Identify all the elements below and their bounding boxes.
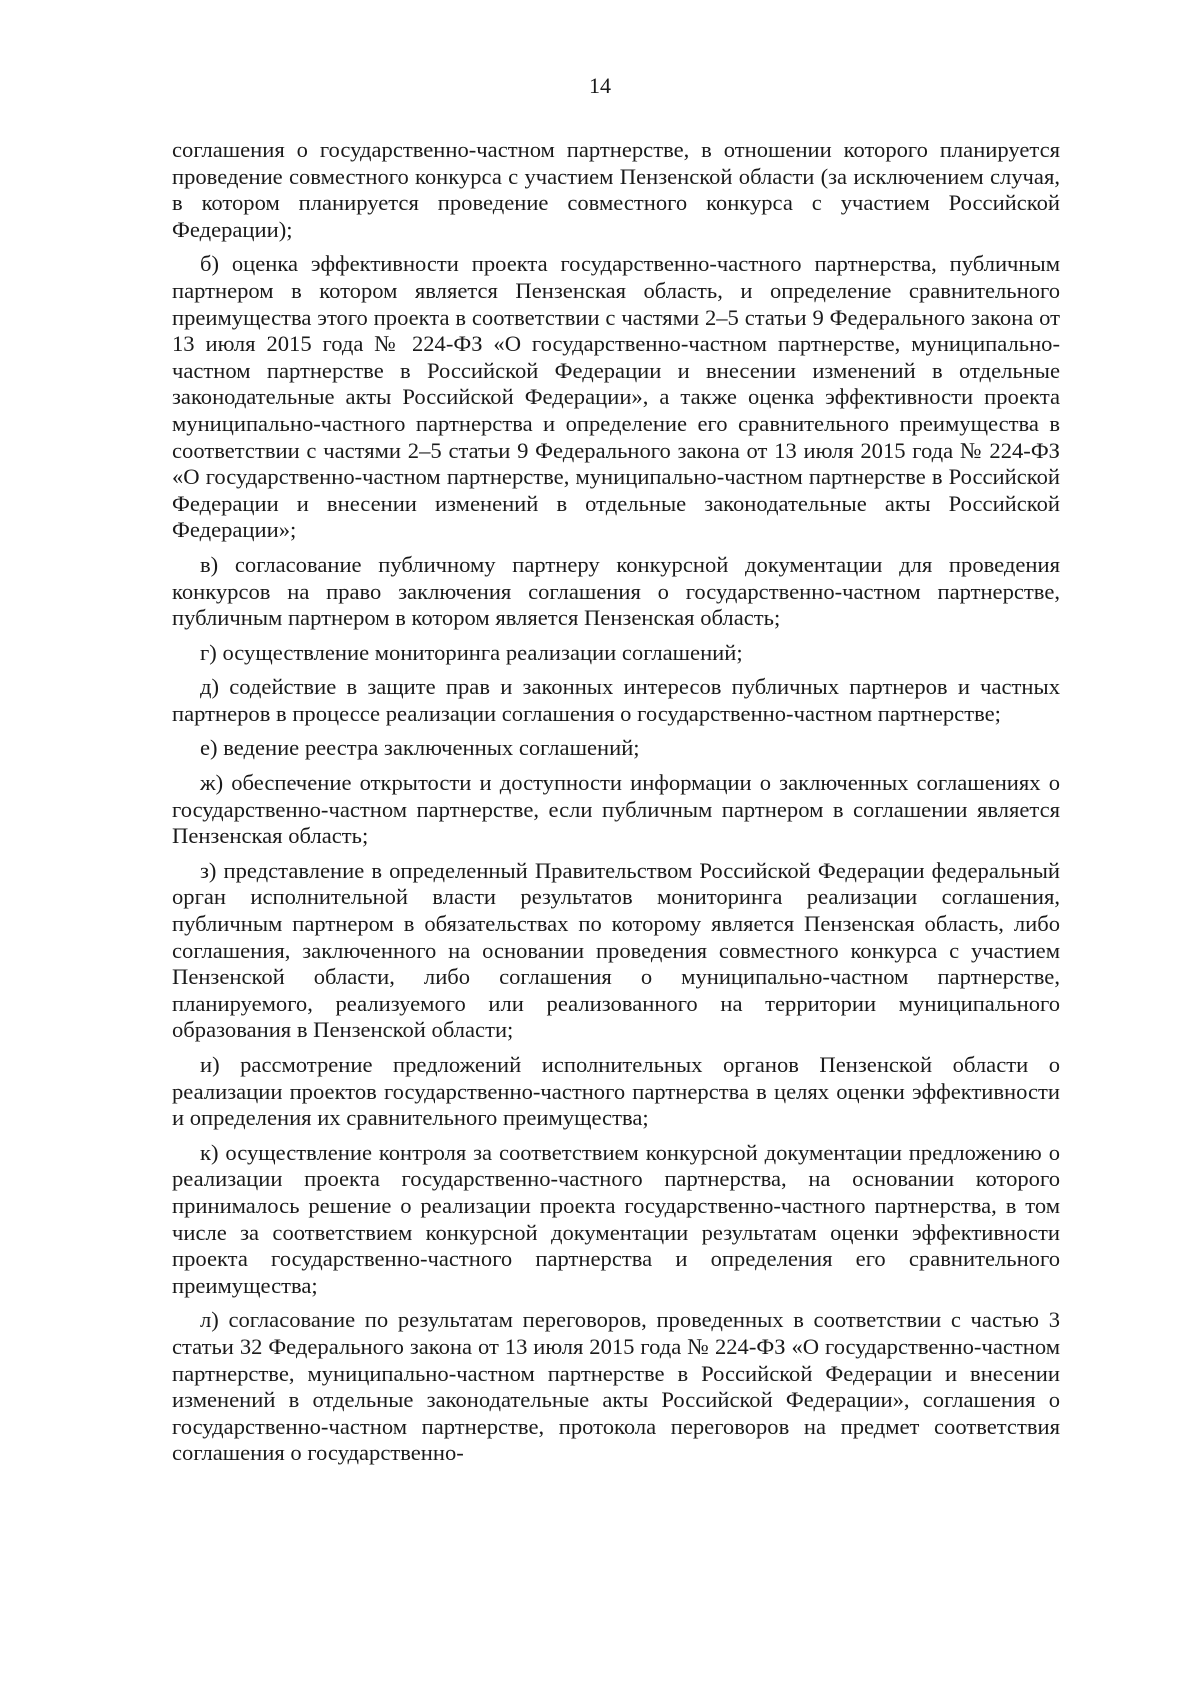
- paragraph-item-l: л) согласование по результатам переговоров, проведенных в соответствии с частью 3 статьи 32 Федерального закона от 13 июля 2015 года № 224-ФЗ «О государственно-частном партнерстве, муниципально-частном партнерстве в Российской Федерации и внесении изменений в отдельные законодательные акты Российской Федерации», соглашения о государственно-частном партнерстве, протокола переговоров на предмет соответствия соглашения о государственно-: [172, 1307, 1060, 1466]
- paragraph-item-e: е) ведение реестра заключенных соглашений;: [200, 735, 640, 761]
- paragraph-item-d: д) содействие в защите прав и законных интересов публичных партнеров и частных партнеров в процессе реализации соглашения о государственно-частном партнерстве;: [172, 674, 1060, 726]
- paragraph-continuation: соглашения о государственно-частном партнерстве, в отношении которого планируется проведение совместного конкурса с участием Пензенской области (за исключением случая, в котором планируется проведение совместного конкурса с участием Российской Федерации);: [172, 137, 1060, 242]
- paragraph-item-v: в) согласование публичному партнеру конкурсной документации для проведения конкурсов на право заключения соглашения о государственно-частном партнерстве, публичным партнером в котором является Пензенская область;: [172, 551, 1060, 631]
- paragraph-item-zh: ж) обеспечение открытости и доступности информации о заключенных соглашениях о государственно-частном партнерстве, если публичным партнером в соглашении является Пензенская область;: [172, 770, 1060, 849]
- paragraph-item-i: и) рассмотрение предложений исполнительных органов Пензенской области о реализации проектов государственно-частного партнерства в целях оценки эффективности и определения их сравнительного преимущества;: [172, 1052, 1060, 1131]
- paragraph-item-b: б) оценка эффективности проекта государственно-частного партнерства, публичным партнером в котором является Пензенская область, и определение сравнительного преимущества этого проекта в соответствии с частями 2–5 статьи 9 Федерального закона от 13 июля 2015 года № 224-ФЗ «О государственно-частном партнерстве, муниципально-частном партнерстве в Российской Федерации и внесении изменений в отдельные законодательные акты Российской Федерации», а также оценка эффективности проекта муниципально-частного партнерства и определение его сравнительного преимущества в соответствии с частями 2–5 статьи 9 Федерального закона от 13 июля 2015 года № 224-ФЗ «О государственно-частном партнерстве, муниципально-частном партнерстве в Российской Федерации и внесении изменений в отдельные законодательные акты Российской Федерации»;: [172, 251, 1060, 543]
- paragraph-item-k: к) осуществление контроля за соответствием конкурсной документации предложению о реализации проекта государственно-частного партнерства, на основании которого принималось решение о реализации проекта государственно-частного партнерства, в том числе за соответствием конкурсной документации результатам оценки эффективности проекта государственно-частного партнерства и определения его сравнительного преимущества;: [172, 1139, 1060, 1298]
- page-number: 14: [589, 73, 611, 98]
- document-body: [172, 137, 1060, 1475]
- paragraph-item-z: з) представление в определенный Правительством Российской Федерации федеральный орган исполнительной власти результатов мониторинга реализации соглашения, публичным партнером в обязательствах по которому является Пензенская область, либо соглашения, заключенного на основании проведения совместного конкурса с участием Пензенской области, либо соглашения о муниципально-частном партнерстве, планируемого, реализуемого или реализованного на территории муниципального образования в Пензенской области;: [172, 857, 1060, 1043]
- paragraph-item-g: г) осуществление мониторинга реализации соглашений;: [200, 639, 743, 665]
